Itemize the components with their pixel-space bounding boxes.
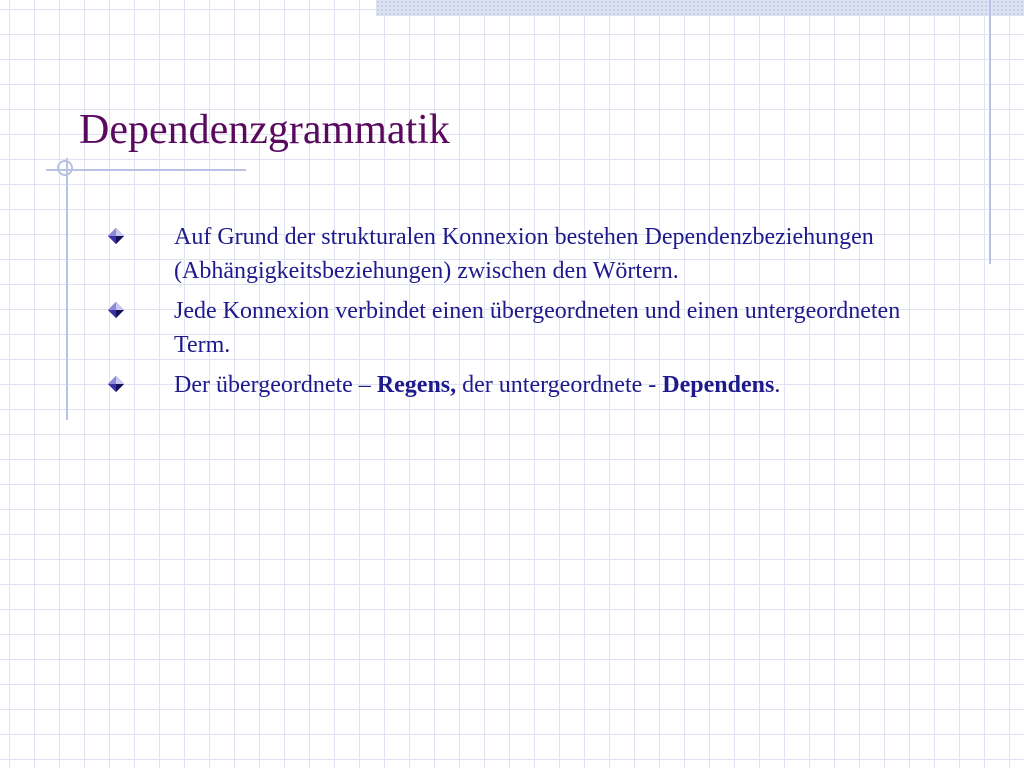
bullet-text [174, 224, 874, 284]
diamond-bullet-icon [107, 227, 125, 245]
decorative-vertical-rule-left [66, 158, 68, 420]
bullet-text-segment: Jede Konnexion verbindet einen übergeordneten und einen untergeordneten Term. [174, 298, 901, 358]
bullet-item [105, 368, 935, 402]
bullet-text [174, 372, 780, 398]
bullet-text-segment: . [774, 372, 781, 398]
bullet-item [105, 220, 935, 288]
bullet-text-segment: Auf Grund der strukturalen Konnexion bestehen Dependenzbeziehungen (Abhängigkeitsbeziehungen) zwischen den Wörtern. [174, 224, 874, 284]
bullet-text-segment-bold: Dependens [662, 372, 775, 398]
diamond-bullet-icon [107, 375, 125, 393]
bullet-text-segment: Der übergeordnete – [174, 372, 377, 398]
bullet-text-segment-bold: Regens, [376, 372, 457, 398]
decorative-vertical-rule-right [989, 0, 991, 264]
decorative-ring [57, 160, 73, 176]
bullet-list [105, 220, 935, 408]
decorative-horizontal-rule [46, 169, 246, 171]
slide-title: Dependenzgrammatik [79, 107, 450, 153]
bullet-text-segment: der untergeordnete - [456, 372, 663, 398]
diamond-bullet-icon [107, 301, 125, 319]
decorative-corner-band [376, 0, 1024, 16]
bullet-item [105, 294, 935, 362]
bullet-text [174, 298, 900, 358]
